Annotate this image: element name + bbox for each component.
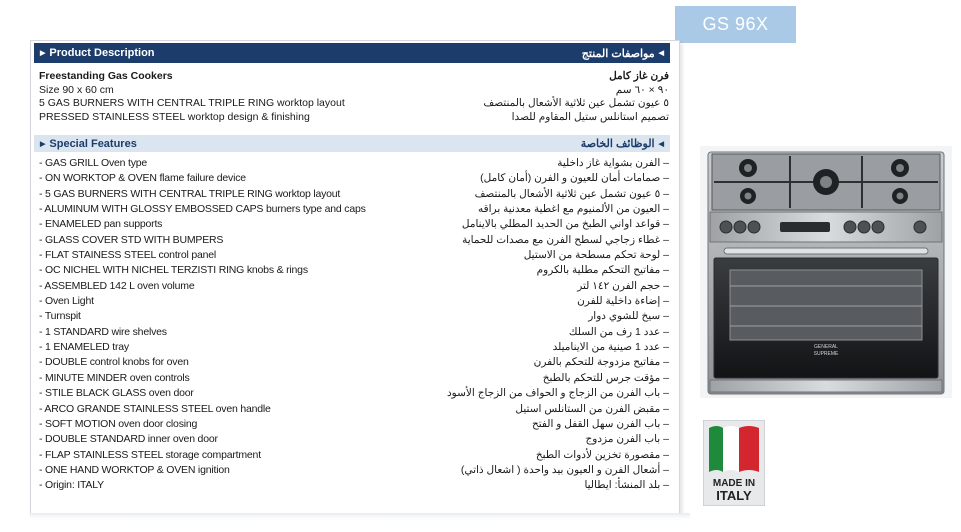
feature-text-ar: – عدد 1 رف من السلك: [568, 325, 669, 338]
triangle-left-icon: ◀: [658, 50, 664, 57]
feature-text-ar: – باب الفرن سهل القفل و الفتح: [531, 417, 669, 430]
feature-text-ar: – حجم الفرن ١٤٢ لتر: [577, 279, 669, 292]
feature-text: - FLAP STAINLESS STEEL storage compartment: [39, 448, 261, 461]
feature-text: - Turnspit: [39, 310, 81, 323]
description-text: Size 90 x 60 cm: [39, 83, 114, 96]
feature-row: [39, 463, 669, 478]
description-row: [39, 111, 669, 125]
feature-row: [39, 355, 669, 370]
model-tab[interactable]: GS 96X: [675, 6, 796, 43]
feature-row: [39, 478, 669, 493]
feature-text-ar: – باب الفرن مزدوج: [585, 433, 669, 446]
badge-line1: MADE IN: [712, 478, 756, 489]
description-text: 5 GAS BURNERS WITH CENTRAL TRIPLE RING worktop layout: [39, 97, 345, 109]
feature-row: [39, 279, 669, 294]
feature-row: [39, 248, 669, 263]
feature-text: - SOFT MOTION oven door closing: [39, 417, 198, 430]
feature-row: [39, 263, 669, 278]
panel-shadow: [30, 513, 690, 519]
feature-text: - DOUBLE STANDARD inner oven door: [39, 433, 218, 446]
feature-text: - 1 STANDARD wire shelves: [39, 325, 167, 338]
features-list: [39, 156, 669, 494]
feature-row: [39, 187, 669, 202]
description-block: [39, 70, 669, 124]
feature-text: - FLAT STAINESS STEEL control panel: [39, 249, 217, 262]
feature-text-ar: – صمامات أمان للعيون و الفرن (أمان كامل): [480, 172, 669, 185]
feature-row: [39, 156, 669, 171]
feature-row: [39, 217, 669, 232]
feature-row: [39, 294, 669, 309]
feature-text-ar: – أشعال الفرن و العيون بيد واحدة ( اشعال ذاتي): [460, 463, 669, 476]
brand-line1: GENERAL: [814, 344, 838, 350]
feature-row: [39, 325, 669, 340]
product-description-header: [34, 43, 670, 63]
feature-text-ar: – مفاتيح التحكم مطلية بالكروم: [536, 264, 669, 277]
description-row: [39, 97, 669, 111]
feature-row: [39, 371, 669, 386]
description-text: PRESSED STAINLESS STEEL worktop design & finishing: [39, 110, 310, 123]
description-text-ar: ٥ عيون تشمل عين ثلاثية الأشعال بالمنتصف: [483, 97, 669, 109]
feature-text-ar: – لوحة تحكم مسطحة من الاستيل: [523, 249, 669, 262]
made-in-italy-badge: [703, 420, 765, 506]
triangle-right-icon: ▶: [40, 140, 46, 148]
feature-text-ar: – العيون من الألمنيوم مع اغطية معدنية براقه: [477, 203, 669, 216]
brand-line2: SUPREME: [813, 351, 839, 357]
feature-text: - ON WORKTOP & OVEN flame failure device: [39, 172, 246, 185]
feature-text: - GLASS COVER STD WITH BUMPERS: [39, 233, 224, 246]
product-description-title-ar: مواصفات المنتج: [581, 47, 655, 60]
feature-row: [39, 448, 669, 463]
feature-row: [39, 417, 669, 432]
description-text-ar: فرن غاز كامل: [609, 70, 669, 82]
feature-text-ar: – بلد المنشأ: ايطاليا: [584, 479, 669, 492]
feature-text: - MINUTE MINDER oven controls: [39, 371, 190, 384]
feature-text-ar: – قواعد اواني الطبخ من الحديد المطلي بالاينامل: [461, 218, 669, 231]
feature-text: - ENAMELED pan supports: [39, 218, 163, 231]
feature-text: - ASSEMBLED 142 L oven volume: [39, 279, 195, 292]
feature-text-ar: – مقبض الفرن من الستانلس استيل: [515, 402, 669, 415]
feature-row: [39, 340, 669, 355]
product-image: [700, 146, 952, 398]
feature-row: [39, 171, 669, 186]
feature-text-ar: – مفاتيح مزدوجة للتحكم بالفرن: [533, 356, 669, 369]
feature-text: - Oven Light: [39, 295, 94, 308]
triangle-left-icon: ◀: [658, 140, 664, 148]
description-text-ar: ٩٠ × ٦٠ سم: [615, 83, 669, 96]
feature-text: - OC NICHEL WITH NICHEL TERZISTI RING knobs & rings: [39, 264, 308, 277]
feature-text: - ARCO GRANDE STAINLESS STEEL oven handle: [39, 402, 271, 415]
special-features-header: [34, 135, 670, 152]
description-row: [39, 70, 669, 84]
special-features-title-ar: الوظائف الخاصة: [580, 138, 655, 150]
feature-text: - ALUMINUM WITH GLOSSY EMBOSSED CAPS burners type and caps: [39, 203, 366, 216]
description-row: [39, 84, 669, 98]
feature-text: - 1 ENAMELED tray: [39, 341, 129, 354]
feature-text: - 5 GAS BURNERS WITH CENTRAL TRIPLE RING worktop layout: [39, 187, 341, 200]
feature-text-ar: – باب الفرن من الزجاج و الحواف من الزجاج الأسود: [446, 387, 669, 400]
feature-row: [39, 432, 669, 447]
feature-text-ar: – عدد 1 صينية من الايناميلد: [552, 341, 669, 354]
feature-text: - ONE HAND WORKTOP & OVEN ignition: [39, 463, 230, 476]
feature-text-ar: – سيخ للشوي دوار: [588, 310, 669, 323]
feature-text-ar: – مقصورة تخزين لأدوات الطبخ: [535, 448, 669, 461]
feature-text-ar: – غطاء زجاجي لسطح الفرن مع مصدات للحماية: [462, 233, 669, 246]
feature-text-ar: – إضاءة داخلية للفرن: [577, 295, 669, 308]
description-text-ar: تصميم استانلس ستيل المقاوم للصدا: [511, 110, 669, 123]
badge-line2: ITALY: [716, 488, 752, 503]
feature-text: - Origin: ITALY: [39, 479, 104, 492]
feature-row: [39, 402, 669, 417]
feature-text-ar: – الفرن بشواية غاز داخلية: [557, 157, 669, 169]
special-features-title: Special Features: [49, 137, 137, 150]
triangle-right-icon: ▶: [40, 50, 46, 57]
feature-row: [39, 386, 669, 401]
feature-row: [39, 202, 669, 217]
feature-text: - GAS GRILL Oven type: [39, 157, 148, 169]
feature-text-ar: – ٥ عيون تشمل عين ثلاثية الأشعال بالمنتصف: [474, 187, 669, 200]
feature-text: - STILE BLACK GLASS oven door: [39, 387, 194, 400]
feature-text: - DOUBLE control knobs for oven: [39, 356, 189, 369]
feature-row: [39, 309, 669, 324]
product-description-title: Product Description: [49, 47, 155, 59]
feature-row: [39, 233, 669, 248]
feature-text-ar: – مؤقت جرس للتحكم بالطبخ: [542, 371, 669, 384]
description-text: Freestanding Gas Cookers: [39, 70, 173, 82]
